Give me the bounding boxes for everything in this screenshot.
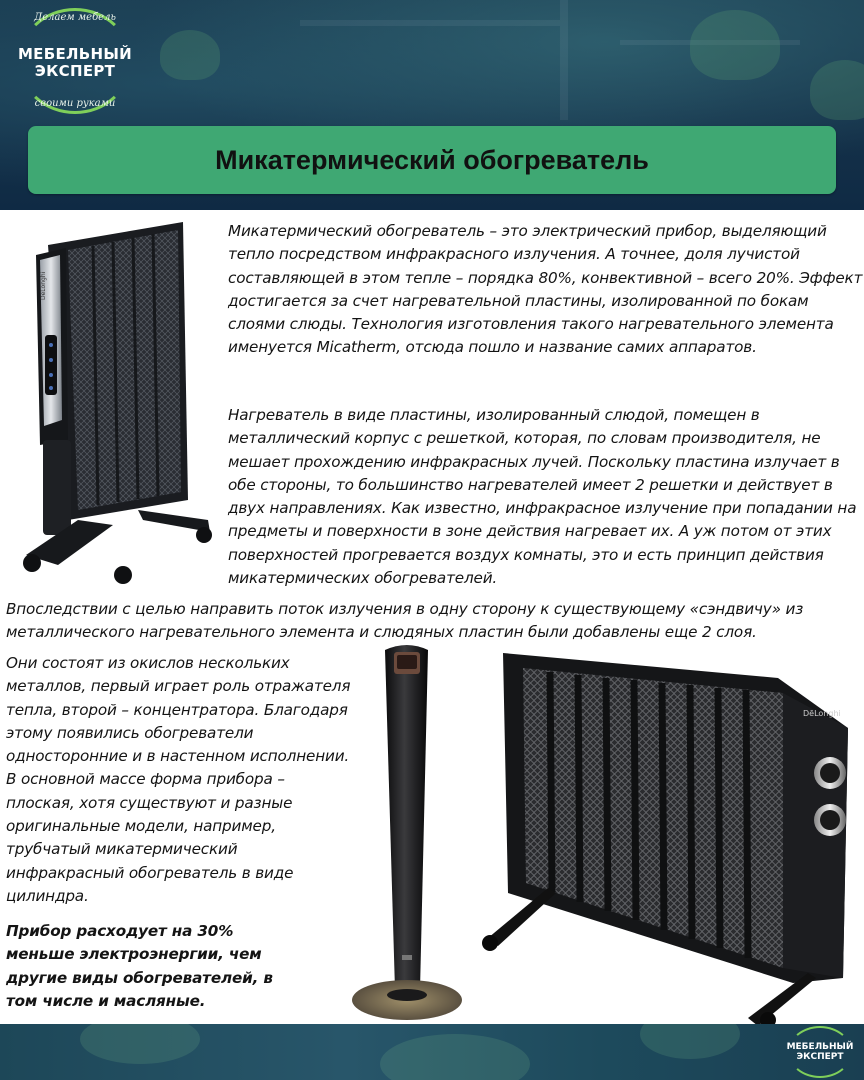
heater3-brand: DēLonghi (803, 709, 841, 718)
heater-tower-image (350, 640, 465, 1025)
page-title: Микатермический обогреватель (215, 144, 649, 175)
footer-logo-line2: ЭКСПЕРТ (796, 1052, 844, 1062)
background-plant (160, 30, 220, 80)
background-shelf (560, 0, 568, 120)
title-bar (28, 126, 836, 194)
footer-logo-name (780, 1042, 860, 1062)
footer-banner (0, 1024, 864, 1080)
oxides-paragraph: Они состоят из окислов нескольких металлов, первый играет роль отражателя тепла, второй – концентратора. Благодаря этому появились обогреватели односторонние и в настенном исполнении. В основной массе форма прибора – плоская, хотя существуют и разные оригинальные модели, например, трубчатый микатермический инфракрасный обогреватель в виде цилиндра. (6, 654, 351, 905)
logo-name-line2: ЭКСПЕРТ (34, 62, 116, 80)
intro-paragraph: Микатермический обогреватель – это электрический прибор, выделяющий тепло посредством инфракрасного излучения. А точнее, доля лучистой составляющей в этом тепле – порядка 80%, конвективной – всего 20%. Эффект достигается за счет нагревательной пластины, изолированной по бокам слоями слюды. Технология изготовления такого нагревательного элемента именуется Micatherm, отсюда пошло и название самих аппаратов. (228, 222, 863, 357)
heater1-brand: DeLonghi (40, 271, 47, 300)
footer-logo[interactable] (780, 1026, 860, 1078)
footer-logo-line1: МЕБЕЛЬНЫЙ (786, 1042, 854, 1052)
heater-floor-image (18, 220, 218, 585)
energy-saving-paragraph: Прибор расходует на 30% меньше электроэнергии, чем другие виды обогревателей, в том числе и масляные. (6, 922, 273, 1010)
background-shelf (300, 20, 560, 26)
header-banner (0, 0, 864, 210)
background-leaf (80, 1024, 200, 1064)
construction-paragraph: Нагреватель в виде пластины, изолированный слюдой, помещен в металлический корпус с решеткой, которая, по словам производителя, не мешает прохождению инфракрасных лучей. Поскольку пластина излучает в обе стороны, то большинство нагревателей имеет 2 решетки и действует в двух направлениях. Как известно, инфракрасное излучение при попадании на предметы и поверхности в зоне действия нагревает их. А уж потом от этих поверхностей прогревается воздух комнаты, это и есть принцип действия микатермических обогревателей. (228, 406, 857, 588)
layers-paragraph: Впоследствии с целью направить поток излучения в одну сторону к существующему «сэндвичу» из металлического нагревательного элемента и слюдяных пластин были добавлены еще 2 слоя. (6, 600, 804, 642)
logo-name (10, 46, 140, 80)
background-plant (690, 10, 780, 80)
logo-bottom-text: своими руками (34, 98, 116, 109)
background-leaf (380, 1034, 530, 1080)
heater-panel-image (478, 648, 858, 1028)
site-logo[interactable] (10, 8, 140, 114)
logo-name-line1: МЕБЕЛЬНЫЙ (17, 45, 133, 63)
background-leaf (640, 1024, 740, 1059)
logo-top-text: Делаем мебель (34, 12, 116, 23)
background-plant (810, 60, 864, 120)
